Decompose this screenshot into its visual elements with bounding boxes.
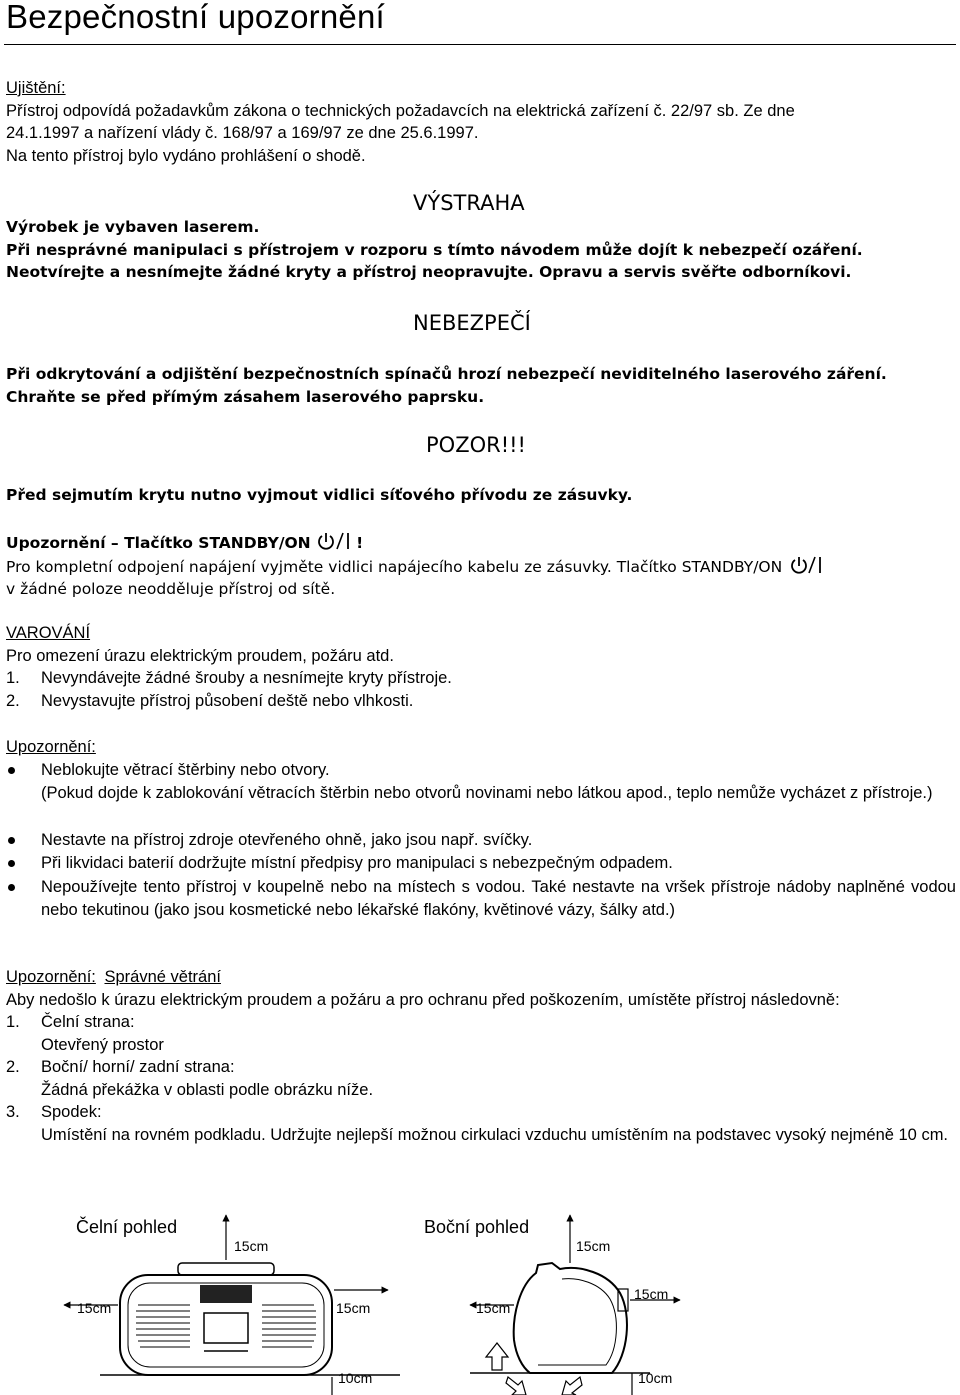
nebezpeci-heading: NEBEZPEČÍ (413, 311, 531, 335)
item-number: 3. (6, 1103, 20, 1121)
item-number: 2. (6, 691, 20, 710)
item-number: 1. (6, 1013, 20, 1031)
varovani-item (6, 690, 956, 713)
vetrani-heading-a: Upozornění: (6, 968, 96, 986)
varovani-section (6, 622, 956, 712)
nebezpeci-line: Při odkrytování a odjištění bezpečnostních spínačů hrozí nebezpečí neviditelného laserového záření. (6, 365, 887, 383)
front-view (64, 1215, 400, 1395)
pozor-heading: POZOR!!! (426, 433, 526, 457)
diagonal-arrow-icon (506, 1377, 526, 1395)
nebezpeci-section (6, 363, 956, 408)
side-top-label: 15cm (576, 1238, 611, 1254)
vystraha-section (6, 216, 956, 284)
nebezpeci-line: Chraňte se před přímým zásahem laserového paprsku. (6, 387, 485, 406)
device-handle (178, 1263, 274, 1275)
vystraha-line: Neotvírejte a nesnímejte žádné kryty a přístroj neopravujte. Opravu a servis svěřte odborníkovi. (6, 263, 852, 281)
upozorneni-heading-text: Upozornění: (6, 738, 96, 756)
bullet-icon (8, 860, 15, 867)
bullet-text: Při likvidaci baterií dodržujte místní předpisy pro manipulaci s nebezpečným odpadem. (41, 854, 673, 872)
page-title: Bezpečnostní upozornění (6, 0, 385, 35)
item-detail: Umístění na rovném podkladu. Udržujte nejlepší možnou cirkulaci vzduchu umístěním na podstavec vysoký nejméně 10 cm. (41, 1125, 949, 1144)
vetrani-item (6, 1056, 956, 1101)
vystraha-line: Při nesprávné manipulaci s přístrojem v rozporu s tímto návodem může dojít k nebezpečí ozáření. (6, 240, 863, 259)
item-detail: Otevřený prostor (41, 1035, 164, 1054)
side-inner (538, 1279, 616, 1365)
vetrani-section (6, 966, 956, 1146)
standby-section (6, 531, 956, 601)
item-label: Boční/ horní/ zadní strana: (41, 1058, 235, 1076)
vystraha-line: Výrobek je vybaven laserem. (6, 218, 260, 236)
bullet-icon (8, 884, 15, 891)
varovani-line: Pro omezení úrazu elektrickým proudem, požáru atd. (6, 646, 394, 665)
speaker-grille (136, 1305, 316, 1347)
vystraha-heading: VÝSTRAHA (413, 191, 525, 215)
power-icon (789, 555, 825, 575)
diagonal-arrow-icon (562, 1377, 582, 1395)
front-bottom-label: 10cm (338, 1370, 373, 1386)
item-detail: Žádná překážka v oblasti podle obrázku níže. (41, 1080, 374, 1099)
list-item (6, 876, 956, 921)
list-item (6, 852, 956, 875)
vetrani-item (6, 1011, 956, 1056)
ujisteni-line: Přístroj odpovídá požadavkům zákona o technických požadavcích na elektrická zařízení č. 22/97 sb. Ze dne (6, 101, 795, 120)
up-arrow-icon (486, 1343, 508, 1370)
bullet-text: Nestavte na přístroj zdroje otevřeného ohně, jako jsou např. svíčky. (41, 831, 533, 849)
side-right-label: 15cm (634, 1286, 669, 1302)
front-top-label: 15cm (234, 1238, 269, 1254)
item-label: Spodek: (41, 1103, 102, 1121)
cassette-door (204, 1313, 248, 1343)
ujisteni-line: Na tento přístroj bylo vydáno prohlášení o shodě. (6, 146, 366, 165)
title-rule (4, 44, 956, 45)
pozor-line: Před sejmutím krytu nutno vyjmout vidlici síťového přívodu ze zásuvky. (6, 486, 633, 504)
ujisteni-section (6, 77, 956, 167)
front-left-label: 15cm (77, 1300, 112, 1316)
bullet-icon (8, 767, 15, 774)
standby-line-text: Pro kompletní odpojení napájení vyjměte vidlici napájecího kabelu ze zásuvky. Tlačítko STANDBY/ON (6, 557, 783, 576)
display (200, 1285, 252, 1303)
standby-heading-text: Upozornění – Tlačítko STANDBY/ON (6, 534, 311, 552)
upozorneni-heading (6, 736, 956, 759)
varovani-item (6, 667, 956, 690)
side-body (514, 1263, 627, 1373)
side-left-label: 15cm (476, 1300, 511, 1316)
side-view (424, 1215, 680, 1395)
list-item (6, 759, 956, 804)
vetrani-heading (6, 966, 956, 989)
bullet-icon (8, 837, 15, 844)
item-number: 1. (6, 669, 20, 687)
item-text: Nevystavujte přístroj působení deště nebo vlhkosti. (41, 691, 414, 710)
varovani-heading: VAROVÁNÍ (6, 624, 91, 642)
standby-line (6, 555, 956, 579)
side-view-title: Boční pohled (424, 1217, 530, 1237)
vetrani-intro: Aby nedošlo k úrazu elektrickým proudem a požáru a pro ochranu před poškozením, umístěte přístroj následovně: (6, 990, 840, 1009)
item-text: Nevyndávejte žádné šrouby a nesnímejte kryty přístroje. (41, 669, 452, 687)
standby-heading-end: ! (356, 534, 364, 552)
standby-line: v žádné poloze neodděluje přístroj od sítě. (6, 580, 336, 598)
vetrani-item (6, 1101, 956, 1146)
ventilation-figure (0, 1205, 960, 1395)
power-icon (316, 531, 356, 551)
item-number: 2. (6, 1058, 20, 1076)
vetrani-heading-b: Správné větrání (104, 968, 221, 986)
bullet-note: (Pokud dojde k zablokování větracích štěrbin nebo otvorů novinami nebo látkou apod., teplo nemůže vycházet z přístroje.) (41, 783, 933, 802)
ujisteni-line: 24.1.1997 a nařízení vlády č. 168/97 a 169/97 ze dne 25.6.1997. (6, 124, 479, 142)
front-right-label: 15cm (336, 1300, 371, 1316)
side-bottom-label: 10cm (638, 1370, 673, 1386)
item-label: Čelní strana: (41, 1013, 135, 1031)
list-item (6, 829, 956, 852)
standby-heading (6, 531, 956, 555)
bullet-text: Neblokujte větrací štěrbiny nebo otvory. (41, 761, 330, 779)
ujisteni-heading: Ujištění: (6, 79, 66, 97)
front-view-title: Čelní pohled (76, 1217, 178, 1237)
bullet-text: Nepoužívejte tento přístroj v koupelně nebo na místech s vodou. Také nestavte na vršek přístroje nádoby naplněné vodou nebo tekutinou (jako jsou kosmetické nebo lékařské flakóny, květinové vázy, šálky atd.) (41, 878, 956, 919)
